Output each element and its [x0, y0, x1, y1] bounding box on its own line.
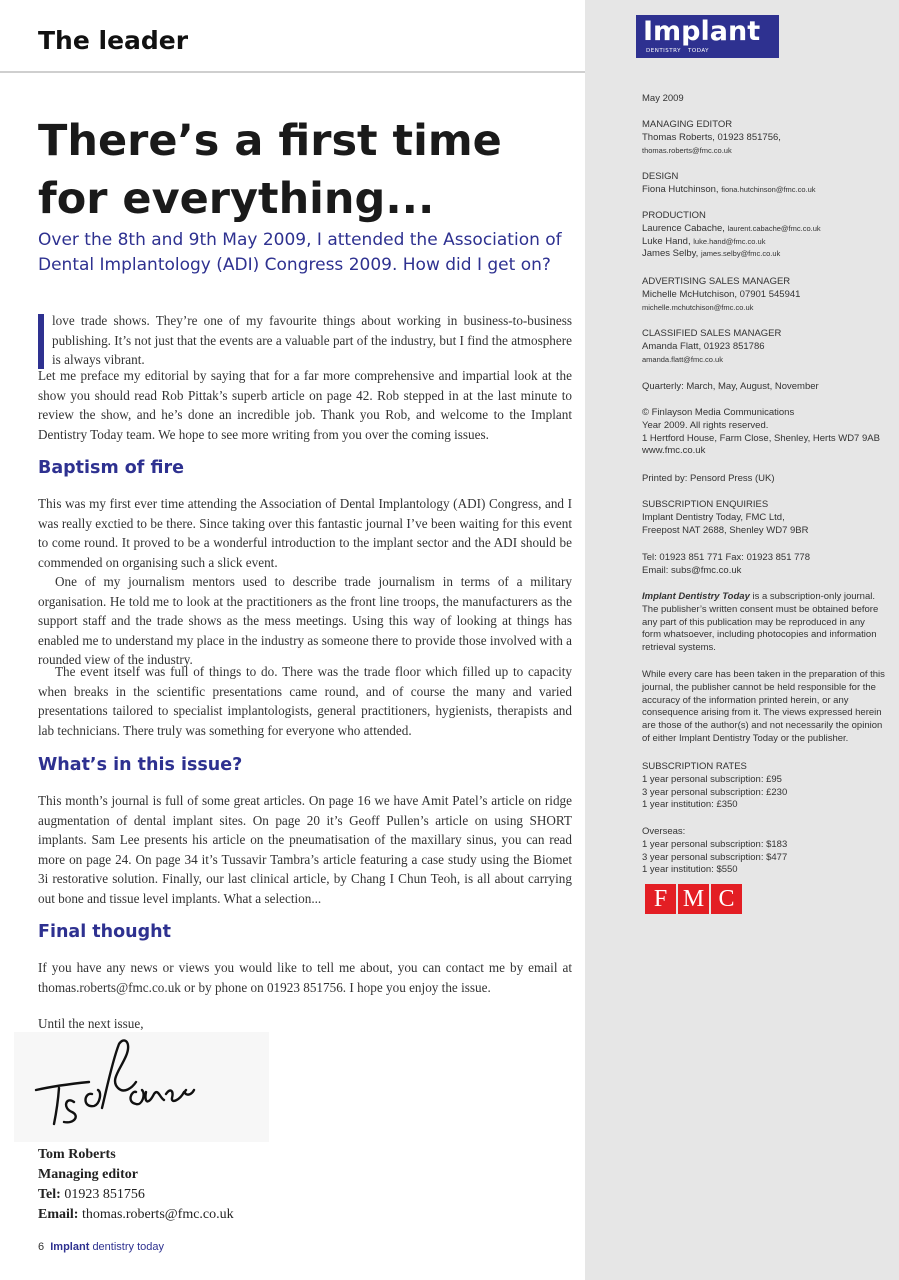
overseas-block: [642, 826, 892, 877]
managing-editor-line: Thomas Roberts, 01923 851756,: [642, 131, 781, 143]
rate-item: 1 year personal subscription: $183: [642, 838, 788, 850]
production-name: Laurence Cabache,: [642, 222, 725, 234]
managing-editor-email: thomas.roberts@fmc.co.uk: [642, 145, 732, 155]
rates-label: SUBSCRIPTION RATES: [642, 761, 747, 772]
author-name: Tom Roberts: [38, 1147, 116, 1162]
logo-sub-today: TODAY: [688, 48, 710, 54]
design-email: fiona.hutchinson@fmc.co.uk: [721, 184, 816, 194]
copyright-line: 1 Hertford House, Farm Close, Shenley, Herts WD7 9AB: [642, 432, 880, 444]
notice-subscription: [642, 591, 880, 655]
subscription-line: Implant Dentistry Today, FMC Ltd,: [642, 511, 785, 523]
email-label: Email:: [38, 1207, 79, 1222]
rate-item: 1 year institution: £350: [642, 799, 738, 811]
subscription-line: Freepost NAT 2688, Shenley WD7 9BR: [642, 524, 809, 536]
headline: There’s a first time for everything...: [38, 116, 502, 224]
rates-block: [642, 761, 892, 812]
body-paragraph: One of my journalism mentors used to describe trade journalism in terms of a military organisation. He told me to look at the practitioners as the front line troops, the manufacturers as the support staff and the trade shows as the mess meetings. Using this way of looking at things has enabled me to understand my place in the industry as someone there to provide those involved with a rounded view of the industry.: [38, 574, 572, 667]
body-paragraph: This month’s journal is full of some great articles. On page 16 we have Amit Patel’s article on ridge augmentation of dental implant sites. On page 20 it’s Geoff Pullen’s article on using SHORT implants. Sam Lee presents his article on the pneumatisation of the maxillary sinus, you can read more on page 24. On page 34 it’s Tussavir Tambra’s article featuring a case study using the Biomet 3i restorative solution. Finally, our last clinical article, by Chang I Chun Teoh, is all about carrying out bone and tissue level implants. What a selection...: [38, 793, 572, 906]
contact-block: [642, 552, 892, 578]
advertising-label: ADVERTISING SALES MANAGER: [642, 276, 791, 287]
intro-text: love trade shows. They’re one of my favourite things about working in business-to-business publishing. It’s not just that the events are a valuable part of the industry, but I find the atmosphere is always vibrant.: [52, 313, 572, 367]
quarterly-line: Quarterly: March, May, August, November: [642, 381, 819, 392]
rate-item: 3 year personal subscription: £230: [642, 786, 788, 798]
body-paragraph: If you have any news or views you would like to tell me about, you can contact me by email at thomas.roberts@fmc.co.uk or by phone on 01923 851756. I hope you enjoy the issue.: [38, 960, 572, 995]
subhead-baptism: Baptism of fire: [38, 458, 184, 478]
production-label: PRODUCTION: [642, 210, 706, 221]
rate-item: 1 year personal subscription: £95: [642, 773, 782, 785]
advertising-line: Michelle McHutchison, 07901 545941: [642, 288, 801, 300]
subhead-issue: What’s in this issue?: [38, 755, 243, 775]
advertising-email: michelle.mchutchison@fmc.co.uk: [642, 302, 754, 312]
signoff-block: [38, 1145, 234, 1225]
tel-label: Tel:: [38, 1187, 61, 1202]
implant-logo: [636, 15, 779, 58]
production-name: James Selby,: [642, 248, 699, 260]
masthead-sidebar: [585, 0, 899, 1280]
notice-text: is a subscription-only journal. The publisher’s written consent must be obtained before any part of this publication may be reproduced in any form whatsoever, including photocopies and information retrieval systems.: [642, 591, 879, 654]
rate-item: 3 year personal subscription: $477: [642, 851, 788, 863]
subscription-block: [642, 499, 892, 537]
production-email: laurent.cabache@fmc.co.uk: [727, 223, 821, 233]
copyright-line: © Finlayson Media Communications: [642, 407, 795, 418]
tel-value: 01923 851756: [64, 1187, 145, 1202]
classified-email: amanda.flatt@fmc.co.uk: [642, 354, 723, 364]
rate-item: 1 year institution: $550: [642, 864, 738, 876]
intro-paragraph: [38, 311, 572, 370]
classified-block: [642, 328, 892, 366]
contact-email: Email: subs@fmc.co.uk: [642, 564, 742, 576]
design-label: DESIGN: [642, 171, 679, 182]
copyright-url: www.fmc.co.uk: [642, 445, 706, 457]
classified-line: Amanda Flatt, 01923 851786: [642, 340, 765, 352]
dropcap-bar: [38, 314, 44, 369]
body-paragraph: This was my first ever time attending the Association of Dental Implantology (ADI) Congress, and I was really exctied to be there. Since taking over this fantastic journal I’ve been waiting for this event to come round. It proved to be a wonderful introduction to the implant sector and the ADI should be commended on organising such a slick event.: [38, 496, 572, 570]
notice-journal-title: Implant Dentistry Today: [642, 591, 750, 602]
managing-editor-label: MANAGING EDITOR: [642, 119, 733, 130]
classified-label: CLASSIFIED SALES MANAGER: [642, 328, 782, 339]
fmc-letter: C: [711, 884, 742, 914]
production-name: Luke Hand,: [642, 235, 691, 247]
printed-by: Printed by: Pensord Press (UK): [642, 473, 775, 484]
body-paragraph: Let me preface my editorial by saying that for a far more comprehensive and impartial look at the show you should read Rob Pittak’s superb article on page 42. Rob stepped in at the last minute to review the show, and he’s done an incredible job. Thank you Rob, and welcome to the Implant Dentistry Today team. We hope to see more writing from you over the coming issues.: [38, 368, 572, 442]
fmc-letter: F: [645, 884, 676, 914]
folio-brand-rest: dentistry today: [92, 1241, 164, 1253]
header-rule: [0, 71, 585, 73]
logo-sub-dentistry: DENTISTRY: [646, 48, 681, 54]
managing-editor-block: [642, 119, 892, 157]
issue-date: May 2009: [642, 93, 684, 104]
standfirst: Over the 8th and 9th May 2009, I attended the Association of Dental Implantology (ADI) Congress 2009. How did I get on?: [38, 230, 562, 275]
production-block: [642, 210, 892, 261]
page-folio: [38, 1241, 164, 1253]
design-name: Fiona Hutchinson,: [642, 183, 719, 195]
fmc-logo: [645, 884, 745, 914]
logo-main: Implant: [643, 16, 761, 47]
advertising-block: [642, 276, 892, 314]
overseas-label: Overseas:: [642, 826, 686, 837]
production-email: james.selby@fmc.co.uk: [700, 249, 781, 259]
copyright-block: [642, 407, 892, 458]
contact-tel-fax: Tel: 01923 851 771 Fax: 01923 851 778: [642, 552, 810, 563]
folio-brand: Implant: [50, 1241, 90, 1253]
closing-line: Until the next issue,: [38, 1016, 144, 1031]
production-email: luke.hand@fmc.co.uk: [693, 236, 766, 246]
email-value: thomas.roberts@fmc.co.uk: [81, 1207, 234, 1222]
signature-image: [14, 1032, 269, 1142]
copyright-line: Year 2009. All rights reserved.: [642, 419, 769, 431]
notice-disclaimer: While every care has been taken in the preparation of this journal, the publisher cannot be held responsible for the accuracy of the information printed herein, or any consequence arising from it. The views expressed herein are those of the author(s) and not necessarily the opinion of either Implant Dentistry Today or the publisher.: [642, 669, 885, 744]
body-paragraph: The event itself was full of things to do. There was the trade floor which filled up to capacity when breaks in the scientific presentations came round, and of course the many and varied presentations tailored to specialist implantologists, general practitioners, hygienists, therapists and lab technicians. There truly was something for everyone who attended.: [38, 664, 572, 738]
subscription-label: SUBSCRIPTION ENQUIRIES: [642, 499, 769, 510]
fmc-letter: M: [678, 884, 709, 914]
author-role: Managing editor: [38, 1167, 138, 1182]
subhead-final: Final thought: [38, 922, 171, 942]
page-number: 6: [38, 1241, 45, 1253]
design-block: [642, 171, 892, 197]
section-label: The leader: [38, 26, 189, 55]
